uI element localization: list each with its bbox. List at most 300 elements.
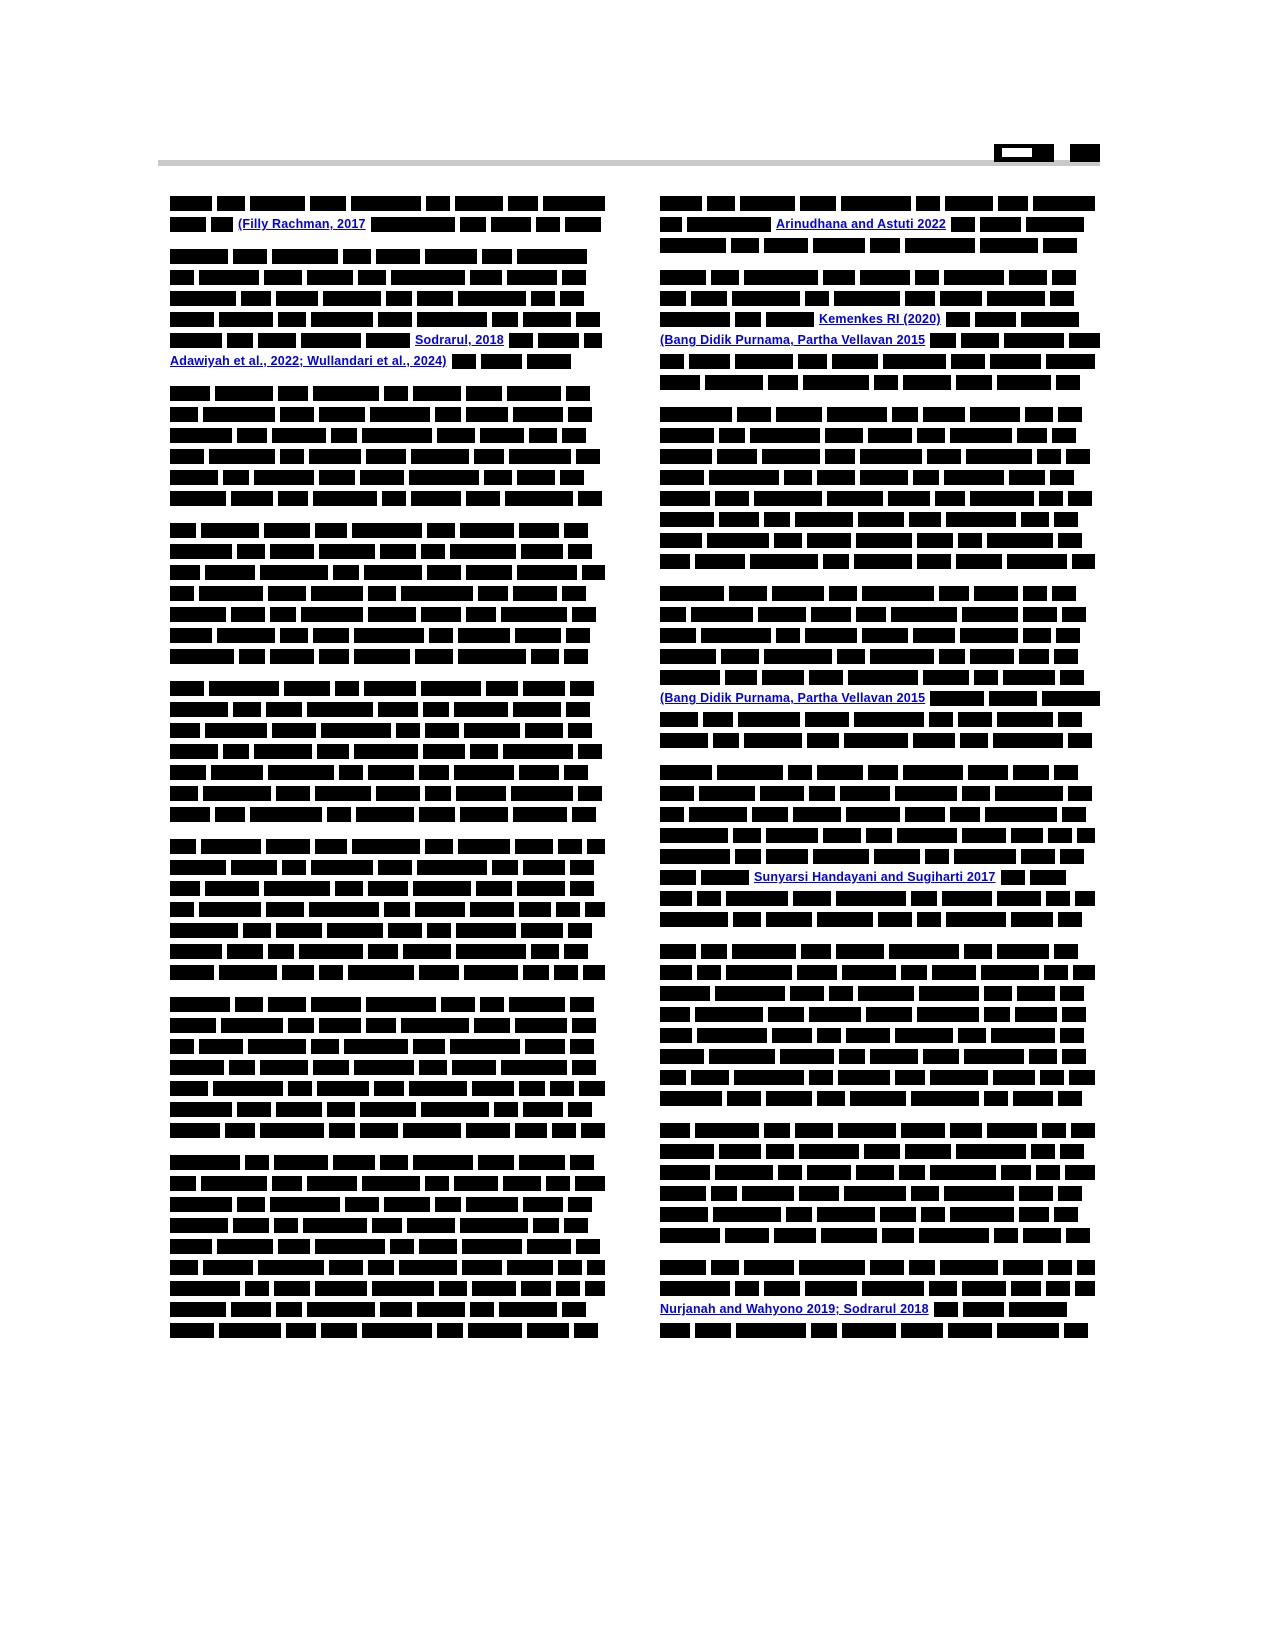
redacted-word (515, 1123, 547, 1138)
redacted-word (523, 312, 571, 327)
redacted-word (572, 807, 596, 822)
redacted-word (834, 291, 900, 306)
redacted-word (250, 196, 305, 211)
redacted-word (846, 1028, 890, 1043)
redacted-word (772, 586, 824, 601)
redacted-word (660, 1323, 690, 1338)
redacted-word (264, 270, 302, 285)
redacted-word (219, 965, 277, 980)
redacted-word (245, 1155, 269, 1170)
redacted-word (233, 249, 267, 264)
redacted-word (964, 1049, 1024, 1064)
left-column (170, 196, 610, 1344)
redacted-word (470, 1302, 494, 1317)
redacted-word (987, 533, 1053, 548)
redacted-word (419, 765, 449, 780)
redacted-word (838, 1070, 890, 1085)
redacted-word (517, 565, 577, 580)
redacted-word (1054, 1207, 1078, 1222)
redacted-word (1007, 554, 1067, 569)
redacted-word (423, 744, 465, 759)
redacted-word (905, 1144, 951, 1159)
redacted-word (821, 1228, 877, 1243)
redacted-word (1066, 449, 1090, 464)
redacted-word (660, 449, 712, 464)
redacted-word (264, 523, 310, 538)
redacted-word (1021, 312, 1079, 327)
redacted-word (564, 765, 588, 780)
redacted-word (998, 196, 1028, 211)
redacted-word (660, 607, 686, 622)
redacted-word (984, 1091, 1008, 1106)
redacted-word (917, 428, 945, 443)
redacted-word (660, 944, 696, 959)
redacted-word (793, 807, 841, 822)
redacted-word (386, 291, 412, 306)
citation-link[interactable]: Adawiyah et al., 2022; Wullandari et al., 2024) (170, 354, 447, 368)
text-line (170, 1239, 610, 1254)
redacted-word (478, 586, 508, 601)
redacted-word (1060, 670, 1084, 685)
redacted-word (299, 944, 363, 959)
redacted-word (441, 997, 475, 1012)
redacted-word (838, 1123, 896, 1138)
text-line (660, 1323, 1100, 1338)
redacted-word (460, 523, 514, 538)
redacted-word (901, 965, 927, 980)
redacted-word (697, 965, 721, 980)
text-line (170, 470, 610, 485)
redacted-word (836, 944, 884, 959)
redacted-word (725, 670, 757, 685)
redacted-word (201, 523, 259, 538)
redacted-word (170, 902, 194, 917)
redacted-word (866, 828, 892, 843)
redacted-word (491, 217, 531, 232)
redacted-word (903, 375, 951, 390)
redacted-word (362, 1176, 420, 1191)
redacted-word (354, 628, 424, 643)
redacted-word (452, 354, 476, 369)
redacted-word (213, 1081, 283, 1096)
redacted-word (203, 786, 271, 801)
redacted-word (270, 649, 314, 664)
redacted-word (951, 217, 975, 232)
redacted-word (660, 1144, 714, 1159)
redacted-word (570, 1039, 594, 1054)
redacted-word (329, 1260, 363, 1275)
redacted-word (527, 1323, 569, 1338)
redacted-word (1062, 807, 1086, 822)
redacted-word (1039, 491, 1063, 506)
redacted-word (170, 470, 218, 485)
redacted-word (919, 1228, 989, 1243)
redacted-word (832, 354, 878, 369)
redacted-word (930, 691, 984, 706)
redacted-word (993, 1070, 1035, 1085)
text-line (660, 1207, 1100, 1222)
redacted-word (231, 860, 277, 875)
redacted-word (364, 681, 416, 696)
redacted-word (425, 1176, 449, 1191)
redacted-word (874, 375, 898, 390)
redacted-word (731, 238, 759, 253)
redacted-word (237, 544, 265, 559)
redacted-word (470, 744, 498, 759)
redacted-word (362, 428, 432, 443)
redacted-word (660, 1165, 710, 1180)
redacted-word (427, 565, 461, 580)
redacted-word (1048, 828, 1072, 843)
redacted-word (472, 1281, 516, 1296)
redacted-word (660, 1228, 720, 1243)
redacted-word (829, 986, 853, 1001)
text-line (170, 965, 610, 980)
redacted-word (660, 1091, 722, 1106)
redacted-word (419, 965, 459, 980)
redacted-word (170, 1323, 214, 1338)
redacted-word (170, 1060, 224, 1075)
redacted-word (578, 491, 602, 506)
redacted-word (217, 1239, 273, 1254)
redacted-word (565, 217, 601, 232)
redacted-word (474, 1018, 510, 1033)
citation-link[interactable]: Nurjanah and Wahyono 2019; Sodrarul 2018 (660, 1302, 929, 1316)
redacted-word (170, 1123, 220, 1138)
redacted-word (717, 449, 757, 464)
redacted-word (1077, 1260, 1095, 1275)
redacted-word (944, 470, 1004, 485)
redacted-word (170, 807, 210, 822)
redacted-word (842, 965, 896, 980)
redacted-word (335, 881, 363, 896)
redacted-word (1011, 1281, 1041, 1296)
redacted-word (903, 765, 963, 780)
redacted-word (660, 912, 728, 927)
text-line (660, 407, 1100, 422)
redacted-word (790, 986, 824, 1001)
redacted-word (1054, 765, 1078, 780)
redacted-word (1023, 1228, 1061, 1243)
redacted-word (425, 723, 459, 738)
redacted-word (919, 986, 979, 1001)
redacted-word (562, 1302, 586, 1317)
redacted-word (572, 1018, 596, 1033)
redacted-word (319, 649, 349, 664)
redacted-word (660, 217, 682, 232)
redacted-word (272, 1176, 302, 1191)
paragraph-gap (170, 828, 610, 839)
redacted-word (315, 1281, 367, 1296)
text-line (660, 870, 1100, 885)
text-line (170, 333, 610, 348)
redacted-word (276, 1302, 302, 1317)
redacted-word (762, 670, 804, 685)
redacted-word (850, 1091, 906, 1106)
text-line (170, 523, 610, 538)
redacted-word (962, 1281, 1006, 1296)
redacted-word (419, 807, 455, 822)
citation-link[interactable]: (Filly Rachman, 2017 (238, 217, 366, 231)
redacted-word (995, 786, 1063, 801)
redacted-word (468, 1323, 522, 1338)
redacted-word (562, 586, 586, 601)
redacted-word (170, 944, 222, 959)
text-line (170, 291, 610, 306)
redacted-word (917, 912, 941, 927)
redacted-word (574, 1323, 598, 1338)
redacted-word (805, 1281, 857, 1296)
redacted-word (482, 249, 512, 264)
redacted-word (764, 1123, 790, 1138)
redacted-word (660, 670, 720, 685)
redacted-word (525, 723, 563, 738)
redacted-word (399, 1260, 457, 1275)
redacted-word (421, 1102, 489, 1117)
redacted-word (503, 1176, 541, 1191)
redacted-word (499, 1302, 557, 1317)
redacted-word (460, 217, 486, 232)
text-line (170, 428, 610, 443)
redacted-word (660, 512, 714, 527)
redacted-word (742, 1186, 794, 1201)
citation-link[interactable]: Sodrarul, 2018 (415, 333, 504, 347)
redacted-word (272, 428, 326, 443)
redacted-word (689, 354, 730, 369)
redacted-word (715, 491, 749, 506)
redacted-word (981, 965, 1039, 980)
text-line (660, 491, 1100, 506)
redacted-word (766, 1144, 794, 1159)
redacted-word (409, 470, 479, 485)
redacted-word (480, 428, 524, 443)
redacted-word (409, 1081, 467, 1096)
redacted-word (764, 238, 808, 253)
redacted-word (660, 891, 692, 906)
redacted-word (558, 1260, 582, 1275)
text-line (170, 565, 610, 580)
text-line (660, 291, 1100, 306)
text-line (660, 449, 1100, 464)
redacted-word (523, 1197, 563, 1212)
redacted-word (823, 270, 855, 285)
redacted-word (962, 786, 990, 801)
paragraph-gap (170, 1144, 610, 1155)
redacted-word (313, 1060, 349, 1075)
redacted-word (170, 1218, 228, 1233)
redacted-word (809, 670, 843, 685)
redacted-word (1062, 607, 1086, 622)
redacted-word (470, 270, 502, 285)
redacted-word (466, 607, 496, 622)
citation-link[interactable]: Arinudhana and Astuti 2022 (776, 217, 947, 231)
redacted-word (1009, 1302, 1067, 1317)
redacted-word (396, 723, 420, 738)
redacted-word (691, 607, 753, 622)
redacted-word (391, 270, 465, 285)
citation-link[interactable]: (Bang Didik Purnama, Partha Vellavan 2015 (660, 691, 926, 705)
redacted-word (278, 386, 308, 401)
text-line (170, 491, 610, 506)
redacted-word (170, 881, 200, 896)
redacted-word (378, 702, 418, 717)
text-line (170, 1323, 610, 1338)
redacted-word (492, 860, 518, 875)
redacted-word (701, 944, 727, 959)
redacted-word (233, 702, 261, 717)
redacted-word (523, 860, 565, 875)
paragraph-gap (660, 754, 1100, 765)
redacted-word (1066, 1228, 1090, 1243)
redacted-word (411, 491, 461, 506)
redacted-word (883, 354, 946, 369)
redacted-word (1003, 1260, 1043, 1275)
redacted-word (864, 1144, 900, 1159)
redacted-word (454, 1176, 498, 1191)
redacted-word (458, 291, 526, 306)
redacted-word (309, 902, 379, 917)
redacted-word (368, 586, 396, 601)
redacted-word (1062, 1007, 1086, 1022)
redacted-word (366, 333, 410, 348)
redacted-word (348, 965, 414, 980)
text-line (170, 723, 610, 738)
redacted-word (778, 1165, 802, 1180)
redacted-word (266, 702, 302, 717)
header-rule (158, 160, 1100, 166)
redacted-word (311, 860, 373, 875)
text-line (170, 1197, 610, 1212)
redacted-word (897, 828, 957, 843)
redacted-word (421, 607, 461, 622)
redacted-word (735, 354, 793, 369)
redacted-word (695, 554, 745, 569)
redacted-word (985, 807, 1057, 822)
redacted-word (715, 1165, 773, 1180)
redacted-word (1077, 828, 1095, 843)
redacted-word (366, 1018, 396, 1033)
redacted-word (799, 1260, 865, 1275)
redacted-word (505, 491, 573, 506)
redacted-word (525, 1039, 565, 1054)
redacted-word (817, 1207, 875, 1222)
redacted-word (923, 1049, 959, 1064)
redacted-word (581, 1123, 605, 1138)
citation-link[interactable]: Kemenkes RI (2020) (819, 312, 941, 326)
redacted-word (895, 1028, 953, 1043)
redacted-word (368, 1260, 394, 1275)
redacted-word (892, 407, 918, 422)
redacted-word (660, 765, 712, 780)
redacted-word (345, 1197, 379, 1212)
redacted-word (478, 1155, 514, 1170)
redacted-word (733, 912, 761, 927)
redacted-word (527, 1239, 571, 1254)
redacted-word (280, 449, 304, 464)
redacted-word (842, 1323, 896, 1338)
redacted-word (913, 733, 955, 748)
redacted-word (968, 765, 1008, 780)
paragraph-gap (170, 238, 610, 249)
redacted-word (997, 712, 1053, 727)
redacted-word (199, 1039, 243, 1054)
redacted-word (356, 807, 414, 822)
redacted-word (807, 533, 851, 548)
redacted-word (711, 270, 739, 285)
redacted-word (384, 1197, 430, 1212)
redacted-word (784, 470, 812, 485)
citation-link[interactable]: (Bang Didik Purnama, Partha Vellavan 2015 (660, 333, 926, 347)
redacted-word (564, 523, 588, 538)
text-line (660, 1260, 1100, 1275)
redacted-word (841, 196, 911, 211)
redacted-word (760, 786, 804, 801)
redacted-word (729, 586, 767, 601)
redacted-word (660, 375, 700, 390)
redacted-word (201, 839, 261, 854)
text-line (660, 712, 1100, 727)
redacted-word (1060, 1028, 1084, 1043)
redacted-word (707, 533, 769, 548)
redacted-word (660, 786, 694, 801)
redacted-word (390, 1239, 414, 1254)
redacted-word (280, 628, 308, 643)
redacted-word (419, 1239, 457, 1254)
redacted-word (713, 1207, 781, 1222)
redacted-word (660, 828, 728, 843)
redacted-word (170, 217, 206, 232)
redacted-word (170, 839, 196, 854)
redacted-word (809, 1070, 833, 1085)
redacted-word (735, 849, 761, 864)
redacted-word (170, 249, 228, 264)
redacted-word (925, 849, 949, 864)
text-line (170, 702, 610, 717)
redacted-word (501, 1060, 567, 1075)
redacted-word (576, 449, 600, 464)
redacted-word (476, 881, 512, 896)
redacted-word (311, 997, 361, 1012)
redacted-word (415, 649, 453, 664)
redacted-word (205, 723, 267, 738)
redacted-word (889, 944, 959, 959)
redacted-word (564, 1218, 588, 1233)
redacted-word (1058, 1186, 1082, 1201)
redacted-word (231, 491, 273, 506)
paragraph-gap (660, 575, 1100, 586)
text-line (660, 1070, 1100, 1085)
redacted-word (380, 1155, 408, 1170)
redacted-word (660, 238, 726, 253)
redacted-word (564, 944, 588, 959)
redacted-word (470, 902, 514, 917)
redacted-word (523, 1102, 563, 1117)
redacted-word (366, 449, 406, 464)
redacted-word (882, 1228, 914, 1243)
citation-link[interactable]: Sunyarsi Handayani and Sugiharti 2017 (754, 870, 996, 884)
redacted-word (856, 1165, 894, 1180)
redacted-word (556, 902, 580, 917)
text-line (170, 628, 610, 643)
redacted-word (315, 786, 371, 801)
redacted-word (809, 786, 835, 801)
redacted-word (1023, 607, 1057, 622)
text-line (660, 354, 1100, 369)
text-line (170, 1060, 610, 1075)
redacted-word (319, 470, 355, 485)
redacted-word (870, 1049, 918, 1064)
redacted-word (566, 386, 590, 401)
